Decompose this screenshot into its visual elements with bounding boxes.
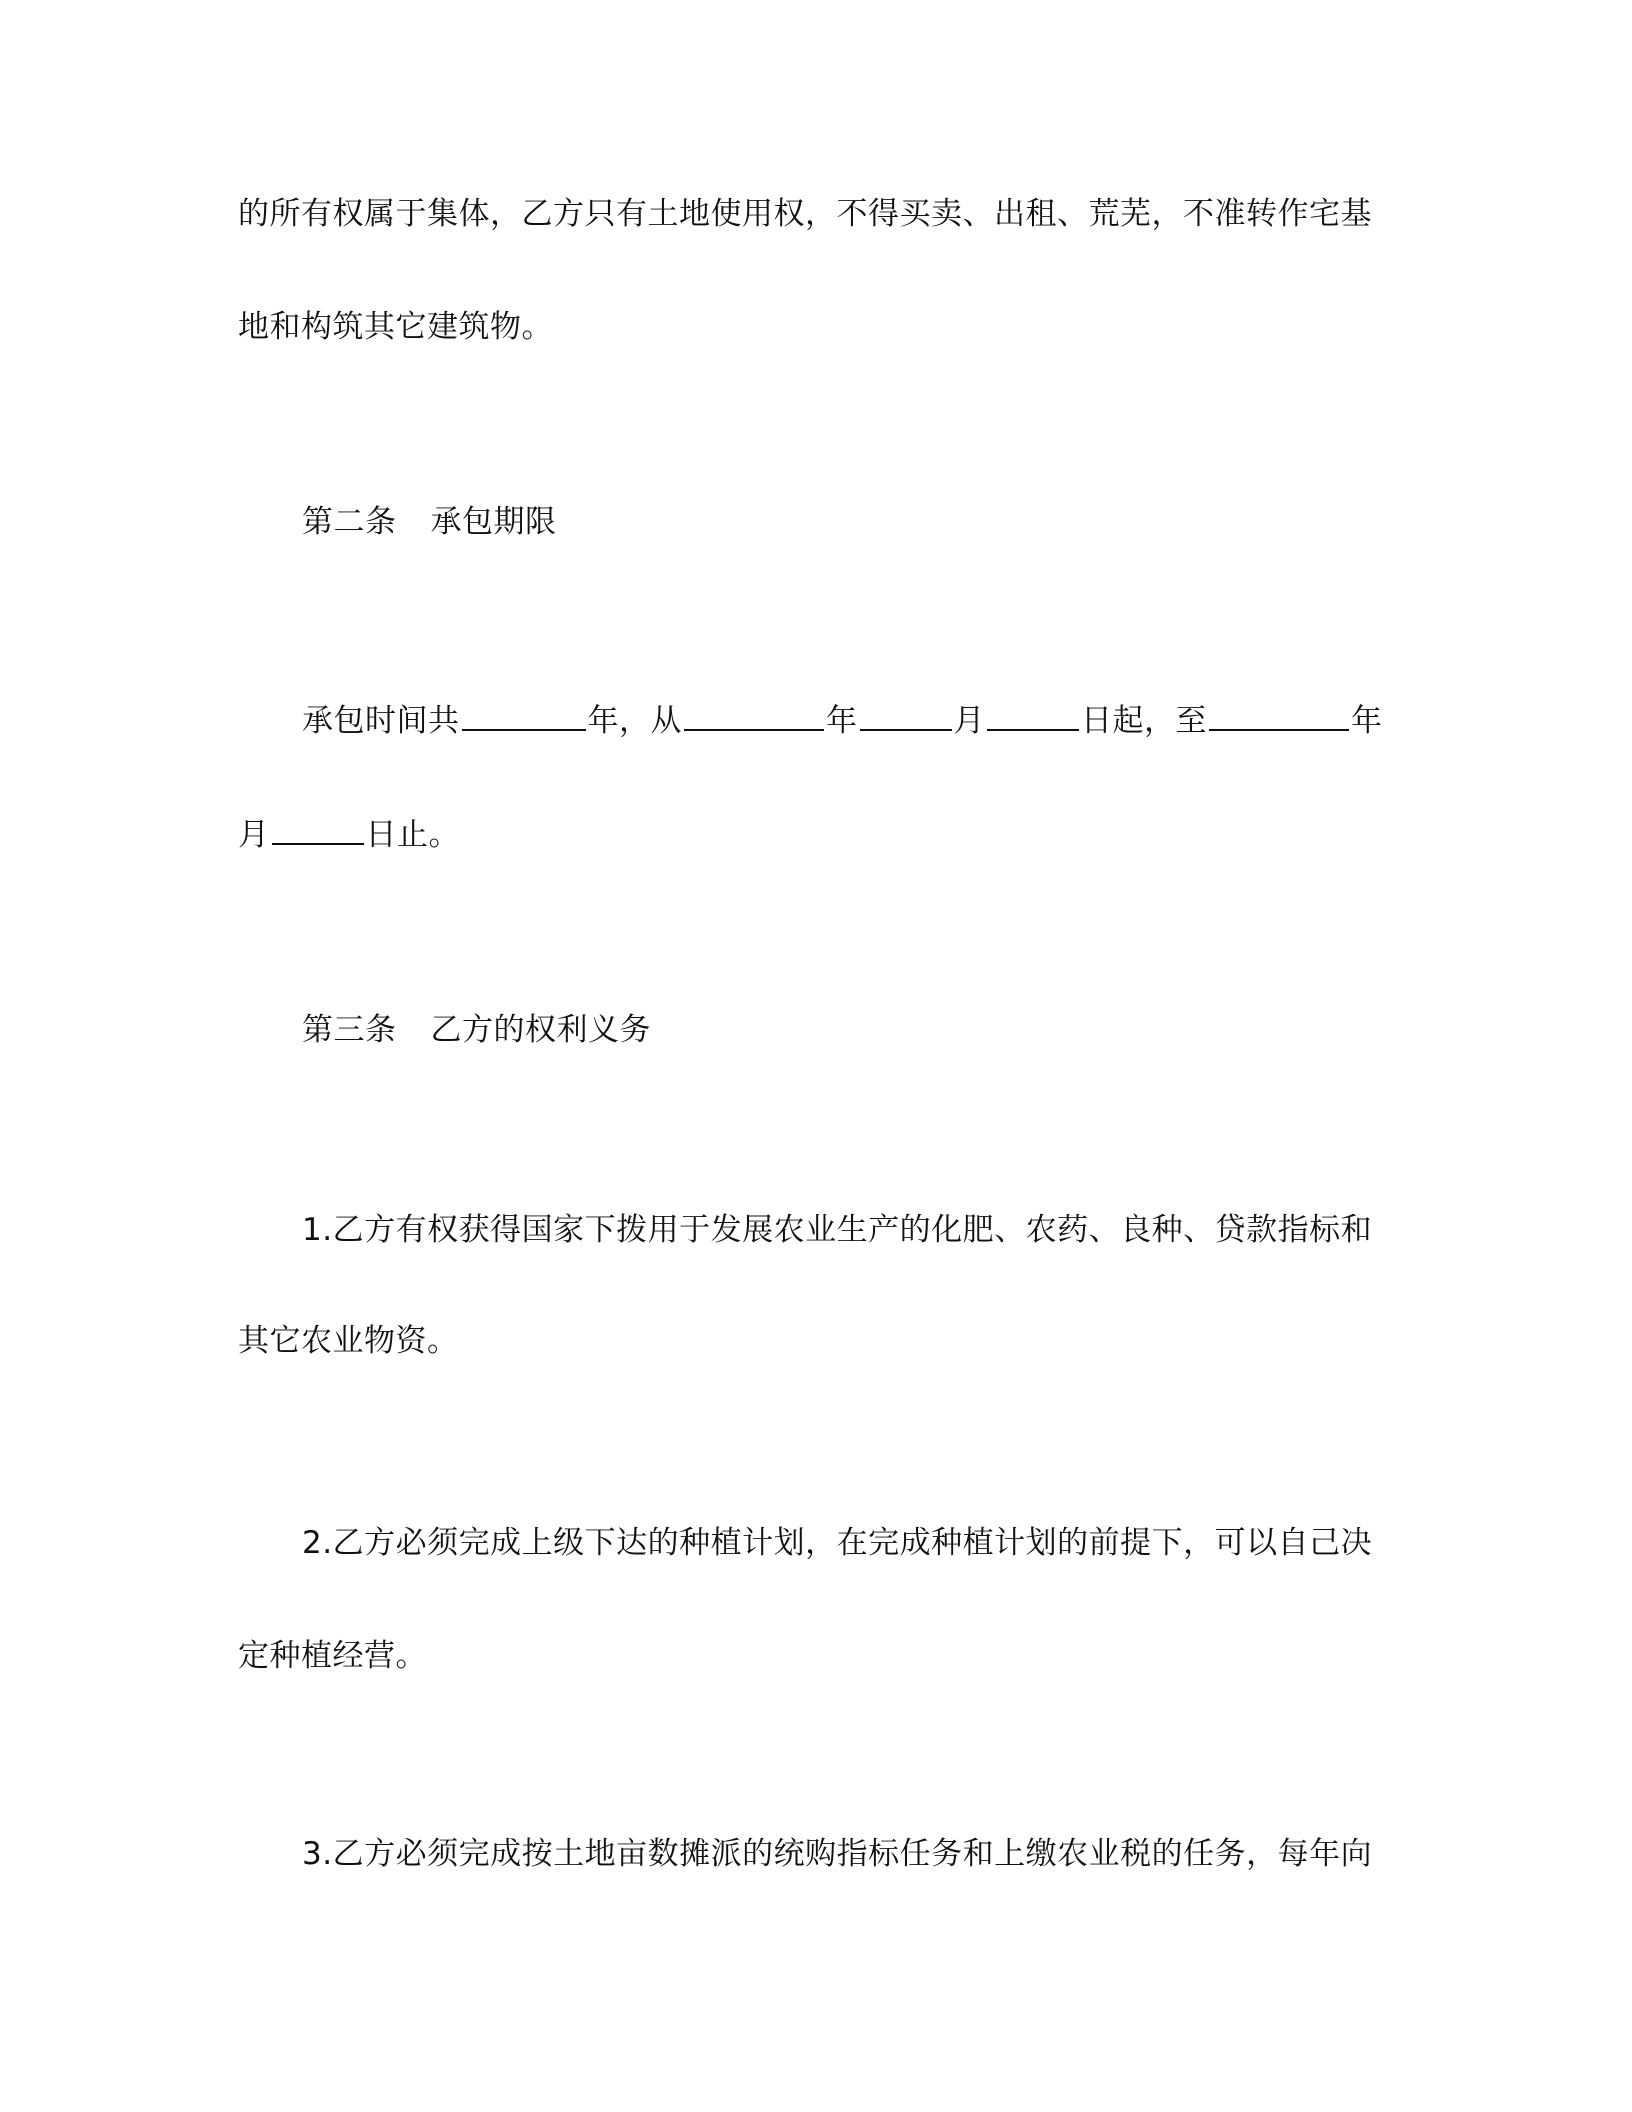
blank-start-month[interactable]: [860, 699, 952, 731]
paragraph-line: 的所有权属于集体，乙方只有土地使用权，不得买卖、出租、荒芜，不准转作宅基: [238, 196, 1372, 232]
blank-start-year[interactable]: [684, 699, 824, 731]
term-line: [238, 813, 460, 855]
term-text: 年，从: [587, 703, 682, 739]
article-heading: [302, 1010, 651, 1050]
article-number: 第三条: [302, 1012, 397, 1048]
term-text: 年: [826, 703, 858, 739]
paragraph-line: 3.乙方必须完成按土地亩数摊派的统购指标任务和上缴农业税的任务，每年向: [302, 1836, 1373, 1872]
term-text: 月: [953, 703, 985, 739]
term-text: 日止。: [365, 817, 460, 853]
paragraph-line: 其它农业物资。: [238, 1323, 459, 1359]
paragraph-line: 2.乙方必须完成上级下达的种植计划，在完成种植计划的前提下，可以自己决: [302, 1525, 1373, 1561]
paragraph-line: 1.乙方有权获得国家下拨用于发展农业生产的化肥、农药、良种、贷款指标和: [302, 1212, 1373, 1248]
blank-years[interactable]: [462, 699, 586, 731]
term-text: 年: [1351, 703, 1383, 739]
term-text: 日起，至: [1081, 703, 1207, 739]
blank-end-year[interactable]: [1209, 699, 1349, 731]
article-title: 承包期限: [430, 504, 557, 540]
paragraph-line: 定种植经营。: [238, 1638, 427, 1674]
term-text: 月: [238, 817, 270, 853]
article-title: 乙方的权利义务: [430, 1012, 651, 1048]
article-number: 第二条: [302, 504, 397, 540]
blank-end-day[interactable]: [272, 813, 364, 845]
term-line: [302, 699, 1383, 741]
term-text: 承包时间共: [302, 703, 460, 739]
paragraph-line: 地和构筑其它建筑物。: [238, 309, 553, 345]
article-heading: [302, 502, 557, 542]
blank-start-day[interactable]: [987, 699, 1079, 731]
